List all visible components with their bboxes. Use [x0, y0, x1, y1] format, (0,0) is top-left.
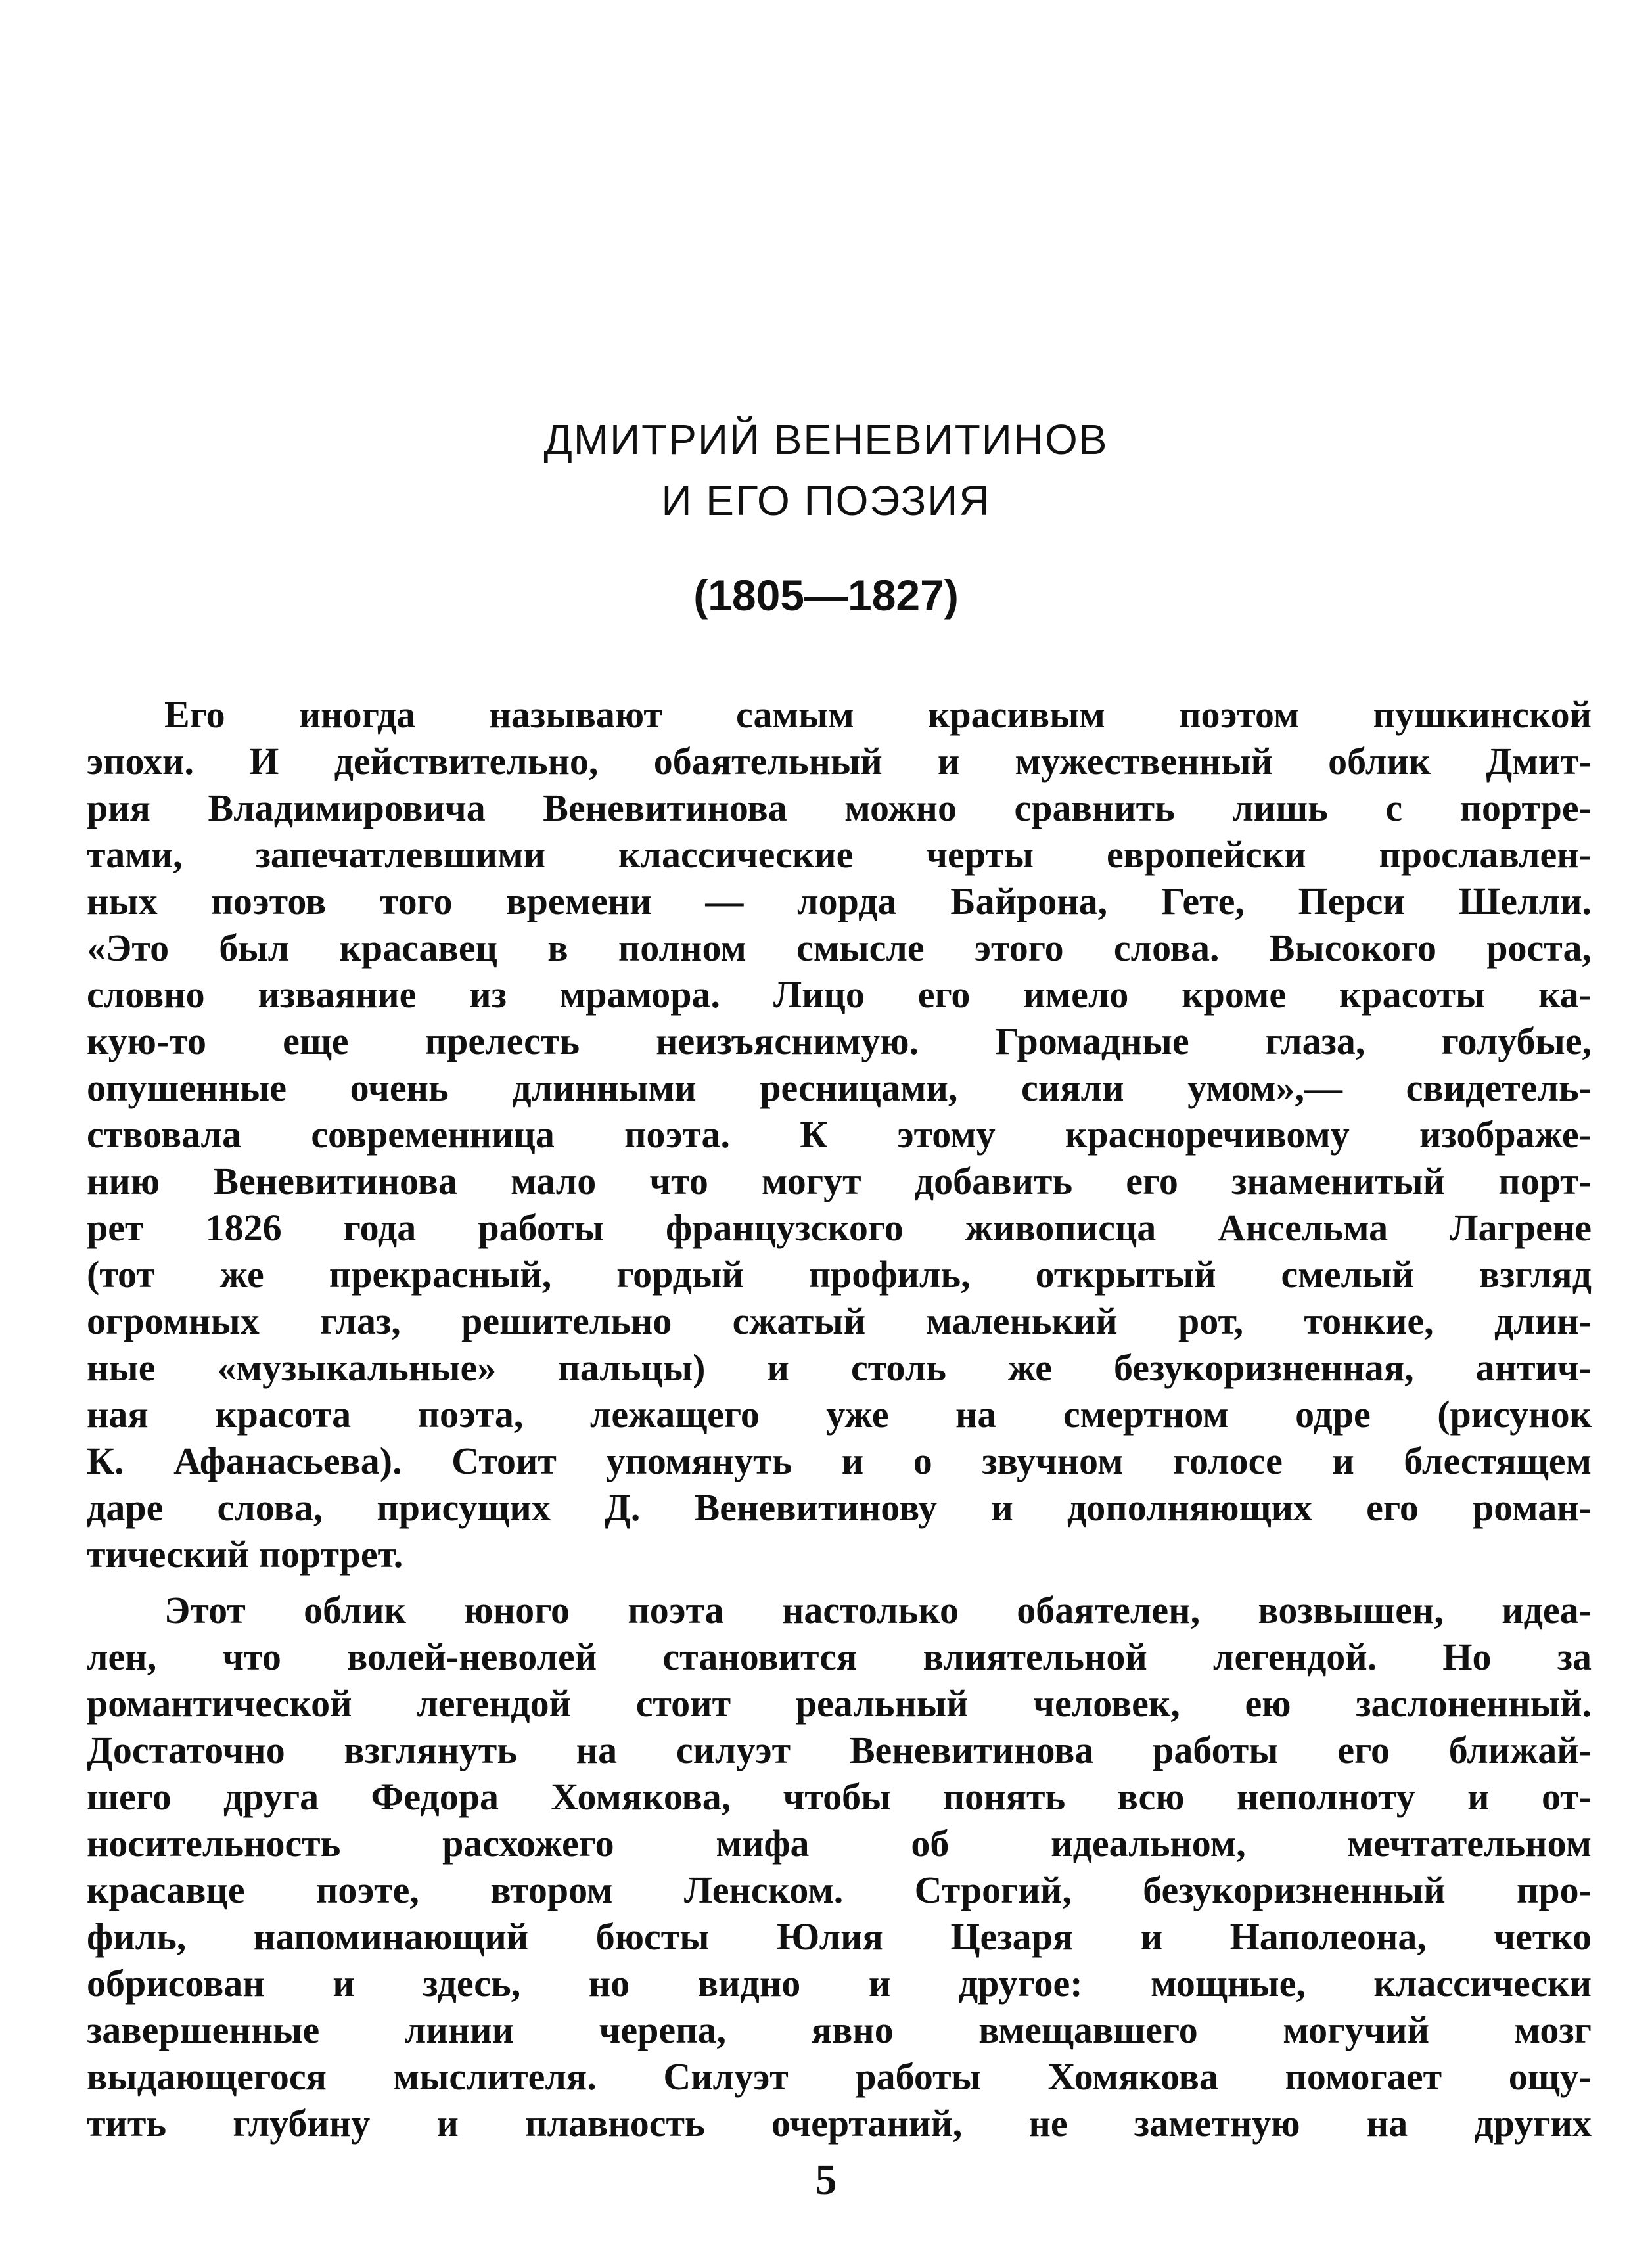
- text-line: Этот облик юного поэта настолько обаятелен, возвышен, идеа-: [164, 1589, 1592, 1631]
- text-line: тический портрет.: [87, 1533, 403, 1576]
- text-line: Его иногда называют самым красивым поэтом пушкинской: [164, 693, 1592, 736]
- text-line: тами, запечатлевшими классические черты европейски прославлен-: [87, 833, 1592, 876]
- text-line: нию Веневитинова мало что могут добавить его знаменитый порт-: [87, 1160, 1592, 1202]
- text-line: выдающегося мыслителя. Силуэт работы Хомякова помогает ощу-: [87, 2055, 1592, 2098]
- text-line: (тот же прекрасный, гордый профиль, открытый смелый взгляд: [87, 1253, 1592, 1296]
- text-line: даре слова, присущих Д. Веневитинову и дополняющих его роман-: [87, 1486, 1592, 1529]
- paragraph: [87, 1587, 1592, 2147]
- page-title-line-1: ДМИТРИЙ ВЕНЕВИТИНОВ: [543, 416, 1109, 463]
- text-line: кую-то еще прелесть неизъяснимую. Громадные глаза, голубые,: [87, 1020, 1592, 1062]
- text-line: носительность расхожего мифа об идеальном, мечтательном: [87, 1822, 1592, 1865]
- text-line: «Это был красавец в полном смысле этого слова. Высокого роста,: [87, 926, 1592, 969]
- text-line: эпохи. И действительно, обаятельный и мужественный облик Дмит-: [87, 740, 1592, 783]
- text-line: обрисован и здесь, но видно и другое: мощные, классически: [87, 1962, 1592, 2005]
- text-line: словно изваяние из мрамора. Лицо его имело кроме красоты ка-: [87, 973, 1592, 1016]
- page-title-line-2: И ЕГО ПОЭЗИЯ: [661, 477, 991, 524]
- life-dates: (1805—1827): [693, 571, 959, 620]
- text-line: рет 1826 года работы французского живописца Ансельма Лагрене: [87, 1206, 1592, 1249]
- text-line: Достаточно взглянуть на силуэт Веневитинова работы его ближай-: [87, 1729, 1592, 1771]
- paragraph: [87, 691, 1592, 1578]
- paragraph-gap: [87, 1578, 1592, 1587]
- text-line: ные «музыкальные» пальцы) и столь же безукоризненная, антич-: [87, 1346, 1592, 1389]
- text-line: ствовала современница поэта. К этому красноречивому изображе-: [87, 1113, 1592, 1156]
- text-line: огромных глаз, решительно сжатый маленький рот, тонкие, длин-: [87, 1300, 1592, 1342]
- text-line: ная красота поэта, лежащего уже на смертном одре (рисунок: [87, 1393, 1592, 1436]
- page-number: 5: [815, 2156, 837, 2204]
- text-line: шего друга Федора Хомякова, чтобы понять всю неполноту и от-: [87, 1775, 1592, 1818]
- text-line: филь, напоминающий бюсты Юлия Цезаря и Наполеона, четко: [87, 1915, 1592, 1958]
- text-line: ных поэтов того времени — лорда Байрона, Гете, Перси Шелли.: [87, 880, 1592, 922]
- text-line: завершенные линии черепа, явно вмещавшего могучий мозг: [87, 2009, 1592, 2051]
- text-line: лен, что волей-неволей становится влиятельной легендой. Но за: [87, 1635, 1592, 1678]
- body-text: [87, 691, 1592, 2147]
- text-line: красавце поэте, втором Ленском. Строгий, безукоризненный про-: [87, 1869, 1592, 1911]
- text-line: тить глубину и плавность очертаний, не заметную на других: [87, 2102, 1592, 2145]
- text-line: опушенные очень длинными ресницами, сияли умом»,— свидетель-: [87, 1066, 1592, 1109]
- text-line: романтической легендой стоит реальный человек, ею заслоненный.: [87, 1682, 1592, 1725]
- text-line: рия Владимировича Веневитинова можно сравнить лишь с портре-: [87, 786, 1592, 829]
- text-line: К. Афанасьева). Стоит упомянуть и о звучном голосе и блестящем: [87, 1440, 1592, 1482]
